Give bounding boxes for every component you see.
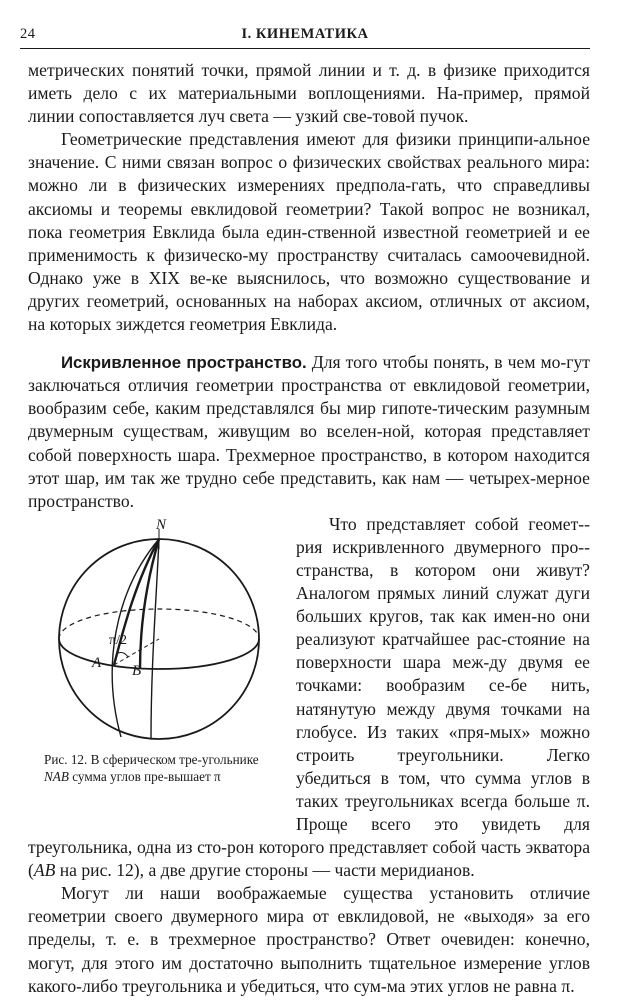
- paragraph-4-ab: AB: [33, 860, 56, 881]
- caption-prefix: Рис. 12. В сферическом тре-угольнике: [44, 751, 259, 767]
- page-number: 24: [20, 26, 36, 42]
- paragraph-1: метрических понятий точки, прямой линии и т. д. в физике приходится иметь дело с их материальными воплощениями. На-пример, прямой линии сопоставляется луч света — узкий све-товой пучок.: [28, 60, 590, 127]
- figure-12: [28, 513, 290, 821]
- chapter-title: I. КИНЕМАТИКА: [241, 26, 369, 42]
- sphere-figure: [56, 515, 296, 745]
- header-rule: [20, 48, 590, 49]
- label-n: N: [156, 516, 167, 533]
- angle-arc: [118, 652, 128, 657]
- text-column: [28, 59, 590, 998]
- equator-back: [59, 609, 259, 639]
- page-header: [20, 24, 590, 46]
- section-heading: Искривленное пространство.: [61, 353, 307, 373]
- paragraph-2: Геометрические представления имеют для физики принципи-альное значение. С ними связан вопрос о физических свойствах реального мира: можно ли в физических измерениях предпола-гать, что справедливы аксиомы и теоремы евклидовой геометрии? Такой вопрос не возникал, пока геометрия Евклида была един-ственной известной геометрией и ее применимость к физическо-му пространству считалась самоочевидной. Однако уже в XIX ве-ке выяснилось, что возможно существование и других геометрий, основанных на наборах аксиом, отличных от аксиом, на которых зиждется геометрия Евклида.: [28, 129, 590, 335]
- caption-nab: NAB: [44, 769, 69, 785]
- label-a: A: [92, 654, 102, 671]
- figure-caption: [44, 751, 280, 786]
- label-b: B: [132, 662, 142, 679]
- paragraph-4-end: на рис. 12), а две другие стороны — части меридианов.: [55, 860, 475, 881]
- paragraph-3-body: Для того чтобы понять, в чем мо-гут заключаться отличия геометрии пространства от евклидовой геометрии, вообразим себе, каким представлялся бы мир гипоте-тическим разумным двумерным существам, живущим во вселен-ной, которая представляет собой поверхность шара. Трехмерное пространство, в котором находится этот шар, им так же трудно себе представить, как нам — четырех-мерное пространство.: [28, 352, 590, 511]
- label-angle: π/2: [109, 632, 127, 648]
- caption-suffix: сумма углов пре-вышает π: [68, 769, 221, 785]
- paragraph-5: Могут ли наши воображаемые существа установить отличие геометрии своего двумерного мира от евклидовой, не «выходя» за его пределы, т. е. в трехмерное пространство? Ответ очевиден: конечно, могут, для этого им достаточно выполнить тщательное измерение углов какого-либо треугольника и убедиться, что сум-ма этих углов не равна π.: [28, 883, 590, 996]
- equator-front: [59, 639, 259, 669]
- paragraph-3: [28, 351, 590, 513]
- paragraph-4-main: Что представляет собой геомет-рия искривленного двумерного про-странства, в котором они живут? Аналогом прямых линий служат дуги больших кругов, так как имен-но они реализуют кратчайшее рас-стояние на поверхности шара меж-ду двумя ее точками: вообразим се-бе нить, натянутую между двумя точками на глобусе. Из таких «пря-мых» можно строить треугольники. Легко убедиться в том, что сумма углов в таких треугольниках всегда больше π. Проще всего это увидеть для треугольника, одна из сто-рон которого представляет собой часть экватора (: [28, 513, 590, 881]
